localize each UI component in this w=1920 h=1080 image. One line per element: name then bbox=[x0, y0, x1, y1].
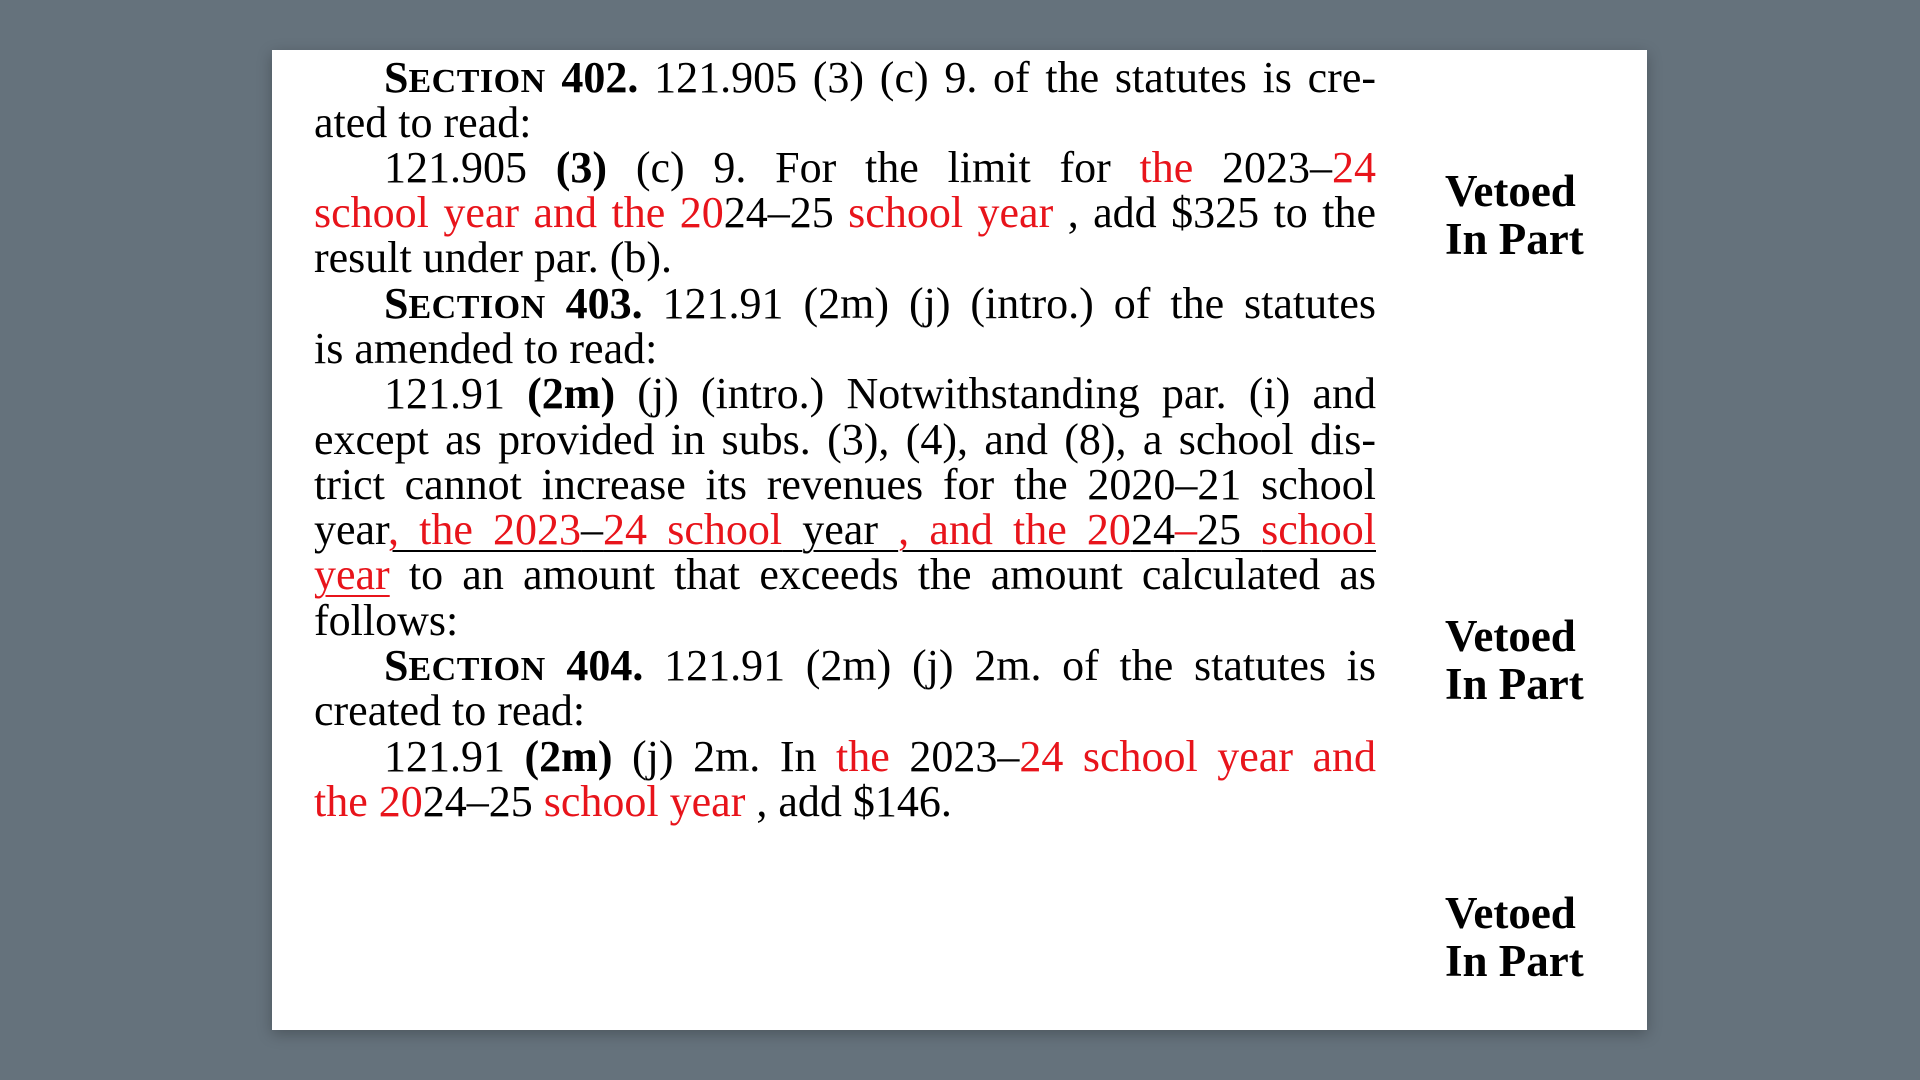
section-403-body-line-3: trict cannot increase its revenues for the 2020–21 school bbox=[314, 460, 1376, 509]
vetoed-text: school year and the 20 bbox=[314, 188, 724, 237]
vetoed-text: the 20 bbox=[314, 777, 423, 826]
underlined-amendment: year bbox=[314, 550, 390, 599]
section-402-intro: 121.905 (3) (c) 9. of the statutes is cre- bbox=[654, 53, 1377, 102]
vetoed-text: school year bbox=[848, 188, 1054, 237]
section-404-body-line-2: the 2024–25 school year , add $146. bbox=[314, 777, 952, 826]
section-403-heading: SECTION 403. bbox=[384, 279, 643, 328]
section-403-body-line-6: follows: bbox=[314, 596, 459, 645]
document-page bbox=[272, 50, 1647, 1030]
vetoed-text: the bbox=[1139, 143, 1194, 192]
section-404-intro: 121.91 (2m) (j) 2m. of the statutes is bbox=[664, 641, 1377, 690]
veto-label-404: Vetoed In Part bbox=[1445, 888, 1584, 986]
vetoed-text: the bbox=[836, 732, 890, 781]
section-403-body-line-1: 121.91 (2m) (j) (intro.) Notwithstanding par. (i) and bbox=[384, 369, 1377, 418]
section-404-body-line-1: 121.91 (2m) (j) 2m. In the 2023–24 school year and bbox=[384, 732, 1377, 781]
section-402-heading: SECTION 402. bbox=[384, 53, 639, 102]
section-402-body-line-3: result under par. (b). bbox=[314, 233, 672, 282]
section-402-body-line-1: 121.905 (3) (c) 9. For the limit for the 2023–24 bbox=[384, 143, 1377, 192]
underlined-amendment: , the 2023–24 school year , and the 2024–25 school bbox=[387, 505, 1376, 554]
section-402-body-line-2: school year and the 2024–25 school year , add $325 to the bbox=[314, 188, 1377, 237]
section-403-intro: 121.91 (2m) (j) (intro.) of the statutes bbox=[662, 279, 1377, 328]
section-402-intro-cont: ated to read: bbox=[314, 98, 532, 147]
section-404-heading: SECTION 404. bbox=[384, 641, 644, 690]
section-404-intro-cont: created to read: bbox=[314, 686, 586, 735]
section-403-body-line-5: year to an amount that exceeds the amount calculated as bbox=[314, 550, 1377, 599]
section-403-intro-cont: is amended to read: bbox=[314, 324, 658, 373]
vetoed-text: 24 bbox=[1332, 143, 1377, 192]
section-403-body-line-4: year, the 2023–24 school year , and the 2024–25 school bbox=[314, 505, 1376, 554]
veto-label-402: Vetoed In Part bbox=[1445, 166, 1584, 264]
vetoed-text: 24 school year and bbox=[1019, 732, 1377, 781]
vetoed-text: school year bbox=[543, 777, 746, 826]
section-403-body-line-2: except as provided in subs. (3), (4), and (8), a school dis- bbox=[314, 415, 1376, 464]
veto-label-403: Vetoed In Part bbox=[1445, 611, 1584, 709]
